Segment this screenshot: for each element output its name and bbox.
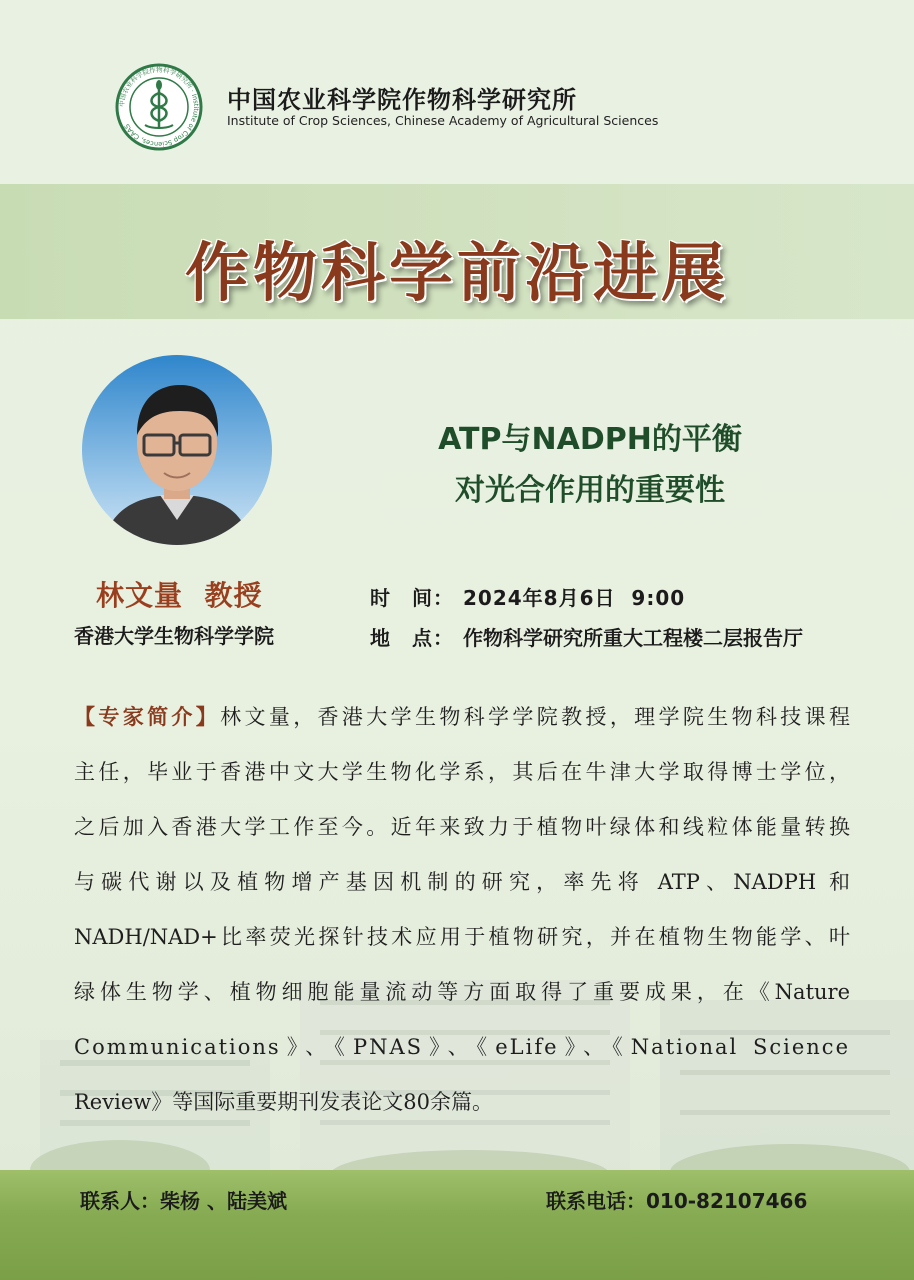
place-label: 地 点： [370,626,454,650]
talk-title-line-1: ATP与NADPH的平衡 [438,422,742,457]
place-value: 作物科学研究所重大工程楼二层报告厅 [463,626,803,650]
institute-name-en: Institute of Crop Sciences, Chinese Academy of Agricultural Sciences [227,113,659,128]
contact-phone: 联系电话：010-82107466 [546,1189,808,1213]
talk-title-line-2: 对光合作用的重要性 [455,473,725,508]
time-value: 2024年8月6日 9:00 [463,586,686,610]
speaker-name: 林文量 教授 [96,579,263,612]
bio-line: 之后加入香港大学工作至今。近年来致力于植物叶绿体和线粒体能量转换 [74,815,850,839]
bio-line: 与碳代谢以及植物增产基因机制的研究，率先将 ATP、NADPH 和 [74,870,850,894]
speaker-affiliation: 香港大学生物科学学院 [74,624,274,648]
bio-line: Communications》、《PNAS》、《eLife》、《National Science [74,1035,850,1059]
bio-line: 【专家简介】林文量，香港大学生物科学学院教授，理学院生物科技课程 [74,705,850,729]
svg-text:中国农业科学院作物科学研究所 · Institute of: 中国农业科学院作物科学研究所 · Institute of Crop Sciences, CAAS [117,65,201,149]
series-title: 作物科学前沿进展 [185,237,729,311]
bio-line: Review》等国际重要期刊发表论文80余篇。 [74,1090,493,1114]
time-label: 时 间： [370,586,454,610]
bio-line: 绿体生物学、植物细胞能量流动等方面取得了重要成果，在《Nature [74,980,850,1004]
speaker-bio [74,700,850,1140]
contact-people: 联系人：柴杨 、陆美斌 [80,1189,287,1213]
bio-tag: 【专家简介】 [74,705,221,729]
institute-logo [115,63,203,151]
institute-name-cn: 中国农业科学院作物科学研究所 [227,86,577,114]
bio-line: 主任，毕业于香港中文大学生物化学系，其后在牛津大学取得博士学位， [74,760,850,784]
bio-line: NADH/NAD+比率荧光探针技术应用于植物研究，并在植物生物能学、叶 [74,925,850,949]
speaker-photo [82,355,272,545]
